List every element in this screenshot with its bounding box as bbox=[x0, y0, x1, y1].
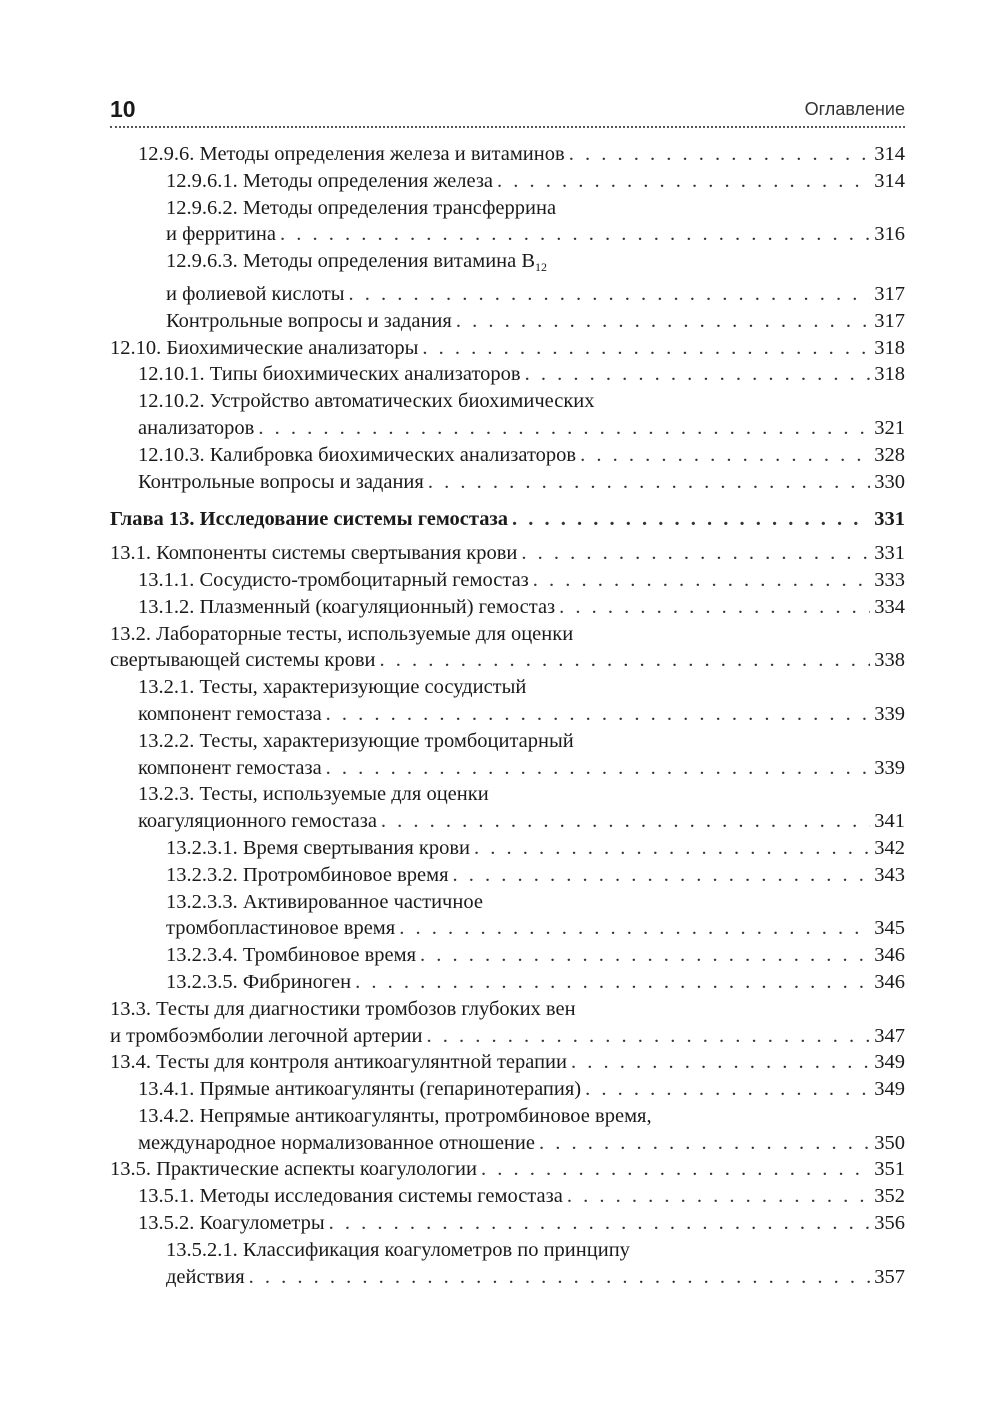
toc-page-number: 314 bbox=[874, 143, 905, 165]
toc-page-number: 328 bbox=[874, 443, 905, 466]
toc-page-number: 357 bbox=[874, 1265, 905, 1288]
toc-entry bbox=[110, 1210, 905, 1237]
toc-entry bbox=[110, 1103, 905, 1157]
dot-leader bbox=[420, 942, 870, 969]
toc-entry-title: международное нормализованное отношение bbox=[138, 1131, 535, 1154]
toc-entry-title: 12.10. Биохимические анализаторы bbox=[110, 336, 419, 359]
toc-entry-title: анализаторов bbox=[138, 416, 255, 439]
toc-entry bbox=[110, 335, 905, 362]
dot-leader bbox=[355, 969, 870, 996]
dot-leader bbox=[580, 442, 870, 469]
toc-entry-title: 12.10.3. Калибровка биохимических анализаторов bbox=[138, 443, 577, 466]
toc-entry-title: 13.2.3. Тесты, используемые для оценки bbox=[138, 783, 489, 806]
toc-page-number: 339 bbox=[874, 756, 905, 779]
toc-entry bbox=[110, 969, 905, 996]
toc-entry-title: Контрольные вопросы и задания bbox=[138, 470, 424, 493]
dot-leader bbox=[422, 335, 870, 362]
toc-entry-title: 13.2.2. Тесты, характеризующие тромбоцитарный bbox=[138, 729, 574, 752]
dot-leader bbox=[381, 808, 870, 835]
dot-leader bbox=[533, 567, 870, 594]
toc-entry bbox=[110, 195, 905, 249]
toc-entry-title: действия bbox=[166, 1265, 245, 1288]
toc-entry bbox=[110, 1156, 905, 1183]
dot-leader bbox=[453, 862, 871, 889]
toc-page-number: 349 bbox=[874, 1051, 905, 1074]
toc-entry-title: Глава 13. Исследование системы гемостаза bbox=[110, 508, 508, 531]
toc-entry bbox=[110, 594, 905, 621]
toc-page-number: 349 bbox=[874, 1078, 905, 1101]
toc-entry-title: свертывающей системы крови bbox=[110, 649, 376, 672]
toc-entry bbox=[110, 621, 905, 675]
toc-entry-title: 13.1.1. Сосудисто-тромбоцитарный гемостаз bbox=[138, 568, 529, 591]
toc-page-number: 334 bbox=[874, 595, 905, 618]
dot-leader bbox=[474, 835, 870, 862]
toc-entry-title: коагуляционного гемостаза bbox=[138, 810, 377, 833]
dot-leader bbox=[427, 1023, 871, 1050]
toc-entry-title: 12.9.6.3. Методы определения витамина B bbox=[166, 250, 536, 273]
toc-entry bbox=[110, 1076, 905, 1103]
dot-leader bbox=[497, 168, 870, 195]
toc-entry-title: 13.2.3.2. Протромбиновое время bbox=[166, 863, 449, 886]
toc-entry-title: 13.5.1. Методы исследования системы гемостаза bbox=[138, 1185, 563, 1208]
dot-leader bbox=[329, 1210, 871, 1237]
toc-page-number: 342 bbox=[874, 836, 905, 859]
dot-leader bbox=[512, 506, 870, 533]
dot-leader bbox=[280, 221, 870, 248]
toc-chapter-entry bbox=[110, 506, 905, 533]
toc-page-number: 347 bbox=[874, 1024, 905, 1047]
toc-entry bbox=[110, 728, 905, 782]
toc-entry bbox=[110, 781, 905, 835]
toc-page-number: 339 bbox=[874, 702, 905, 725]
toc-entry-title: 12.10.1. Типы биохимических анализаторов bbox=[138, 363, 521, 386]
toc-entry-title: 13.2.3.3. Активированное частичное bbox=[166, 890, 483, 913]
toc-entry-title: и фолиевой кислоты bbox=[166, 282, 345, 305]
toc-entry-title: и ферритина bbox=[166, 223, 276, 246]
toc-entry bbox=[110, 168, 905, 195]
dot-leader bbox=[569, 141, 871, 168]
toc-page-number: 318 bbox=[874, 336, 905, 359]
running-head: Оглавление bbox=[804, 99, 905, 119]
toc-entry-title: 13.2.1. Тесты, характеризующие сосудистый bbox=[138, 676, 527, 699]
dot-leader bbox=[456, 308, 870, 335]
dot-leader bbox=[571, 1049, 870, 1076]
toc-entry bbox=[110, 567, 905, 594]
toc-entry-title: 13.4.2. Непрямые антикоагулянты, протромбиновое время, bbox=[138, 1104, 652, 1127]
toc-entry bbox=[110, 388, 905, 442]
toc-entry-title: компонент гемостаза bbox=[138, 702, 322, 725]
toc-entry-title: 13.1.2. Плазменный (коагуляционный) гемостаз bbox=[138, 595, 556, 618]
toc-entry bbox=[110, 442, 905, 469]
dot-leader bbox=[326, 755, 871, 782]
toc-page-number: 345 bbox=[874, 917, 905, 940]
header-divider bbox=[110, 126, 905, 128]
toc-entry bbox=[110, 540, 905, 567]
toc-page-number: 331 bbox=[874, 508, 905, 531]
toc-entry bbox=[110, 889, 905, 943]
toc-entry-title: 13.2.3.1. Время свертывания крови bbox=[166, 836, 471, 859]
toc-entry-title: 12.10.2. Устройство автоматических биохимических bbox=[138, 390, 595, 413]
toc-entry-title: 12.9.6.1. Методы определения железа bbox=[166, 169, 494, 192]
dot-leader bbox=[481, 1156, 870, 1183]
toc-entry-title: 13.2. Лабораторные тесты, используемые для оценки bbox=[110, 622, 574, 645]
toc-page-number: 317 bbox=[874, 282, 905, 305]
toc-entry-title: 13.5.2. Коагулометры bbox=[138, 1212, 325, 1235]
toc-page-number: 318 bbox=[874, 363, 905, 386]
dot-leader bbox=[349, 281, 871, 308]
toc-entry bbox=[110, 942, 905, 969]
toc-entry-title: 13.4. Тесты для контроля антикоагулянтной терапии bbox=[110, 1051, 567, 1074]
dot-leader bbox=[249, 1264, 871, 1291]
dot-leader bbox=[379, 647, 870, 674]
toc-page-number: 351 bbox=[874, 1158, 905, 1181]
toc-entry-title: и тромбоэмболии легочной артерии bbox=[110, 1024, 423, 1047]
toc-page-number: 314 bbox=[874, 169, 905, 192]
toc-entry-title: 13.2.3.4. Тромбиновое время bbox=[166, 944, 417, 967]
dot-leader bbox=[559, 594, 870, 621]
toc-entry bbox=[110, 1183, 905, 1210]
dot-leader bbox=[525, 361, 871, 388]
toc-entry bbox=[110, 862, 905, 889]
dot-leader bbox=[428, 469, 870, 496]
toc-page-number: 352 bbox=[874, 1185, 905, 1208]
toc-page-number: 341 bbox=[874, 810, 905, 833]
toc-entry-title: тромбопластиновое время bbox=[166, 917, 396, 940]
dot-leader bbox=[258, 415, 870, 442]
toc-entry-title: 13.5.2.1. Классификация коагулометров по принципу bbox=[166, 1238, 630, 1261]
toc-entry bbox=[110, 1049, 905, 1076]
dot-leader bbox=[521, 540, 870, 567]
toc-entry bbox=[110, 361, 905, 388]
toc-entry-title: Контрольные вопросы и задания bbox=[166, 309, 452, 332]
toc-page-number: 346 bbox=[874, 944, 905, 967]
toc-entry-title: 13.3. Тесты для диагностики тромбозов глубоких вен bbox=[110, 997, 576, 1020]
toc-page-number: 331 bbox=[874, 542, 905, 565]
page-number: 10 bbox=[110, 96, 136, 122]
dot-leader bbox=[585, 1076, 870, 1103]
subscript: 12 bbox=[535, 260, 548, 275]
toc-page-number: 338 bbox=[874, 649, 905, 672]
toc-entry-title: 12.9.6.2. Методы определения трансферрина bbox=[166, 196, 557, 219]
toc-entry bbox=[110, 996, 905, 1050]
toc-entry-title: 13.5. Практические аспекты коагулологии bbox=[110, 1158, 477, 1181]
toc-page-number: 316 bbox=[874, 223, 905, 246]
toc-entry bbox=[110, 469, 905, 496]
toc-page-number: 317 bbox=[874, 309, 905, 332]
toc-page-number: 330 bbox=[874, 470, 905, 493]
toc-page-number: 333 bbox=[874, 568, 905, 591]
toc-entry-title: 12.9.6. Методы определения железа и витаминов bbox=[138, 143, 565, 165]
dot-leader bbox=[399, 915, 870, 942]
toc-entry-title: 13.4.1. Прямые антикоагулянты (гепаринотерапия) bbox=[138, 1078, 582, 1101]
toc-page-number: 346 bbox=[874, 970, 905, 993]
page-header bbox=[110, 92, 905, 126]
toc-page-number: 343 bbox=[874, 863, 905, 886]
toc-entry bbox=[110, 674, 905, 728]
toc-entry bbox=[110, 141, 905, 168]
toc-entry-title: 13.2.3.5. Фибриноген bbox=[166, 970, 352, 993]
table-of-contents bbox=[110, 141, 905, 1290]
dot-leader bbox=[539, 1130, 870, 1157]
toc-entry-title: 13.1. Компоненты системы свертывания крови bbox=[110, 542, 518, 565]
toc-entry bbox=[110, 1237, 905, 1291]
dot-leader bbox=[567, 1183, 870, 1210]
toc-page-number: 356 bbox=[874, 1212, 905, 1235]
dot-leader bbox=[326, 701, 871, 728]
toc-entry bbox=[110, 835, 905, 862]
toc-page-number: 321 bbox=[874, 416, 905, 439]
toc-page-number: 350 bbox=[874, 1131, 905, 1154]
toc-entry-title: компонент гемостаза bbox=[138, 756, 322, 779]
toc-entry bbox=[110, 248, 905, 308]
toc-entry bbox=[110, 308, 905, 335]
